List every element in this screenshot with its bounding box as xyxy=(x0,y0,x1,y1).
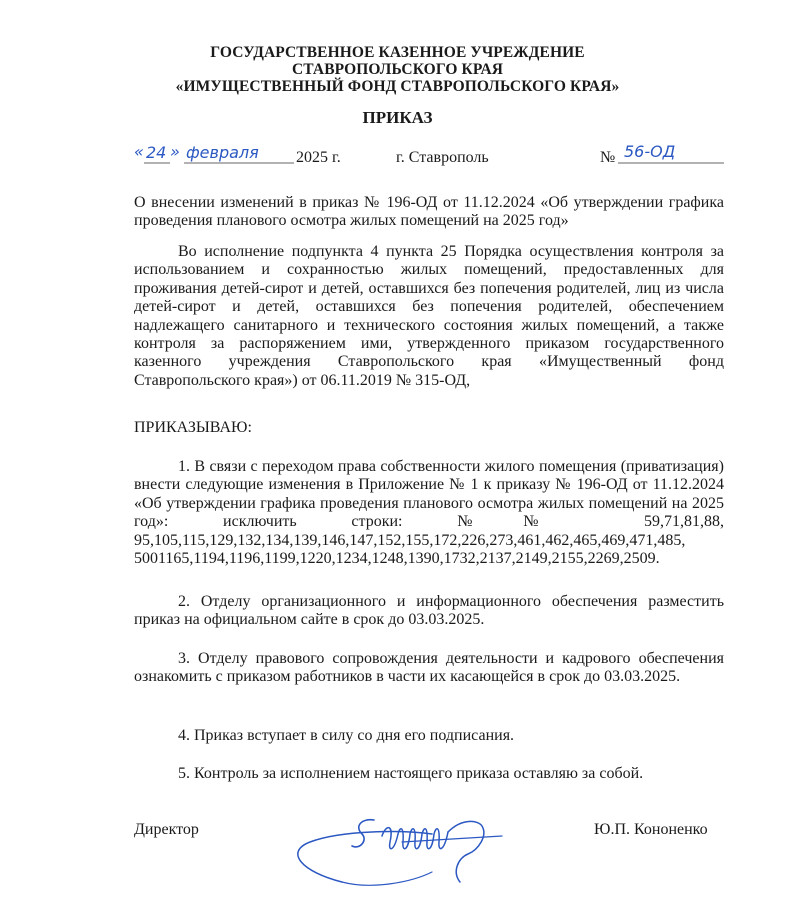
date-underlines xyxy=(134,140,724,170)
order-word: ПРИКАЗЫВАЮ: xyxy=(134,419,252,436)
order-item-3: 3. Отделу правового сопровождения деятельности и кадрового обеспечения ознакомить с приказом работников в части их касающейся в срок до 03.03.2025. xyxy=(134,650,724,686)
org-name-line3: «ИМУЩЕСТВЕННЫЙ ФОНД СТАВРОПОЛЬСКОГО КРАЯ» xyxy=(175,78,620,95)
date-day: 24 xyxy=(146,143,167,162)
signatory-name: Ю.П. Кононенко xyxy=(594,821,708,838)
organization-header xyxy=(0,44,795,95)
order-number: 56-ОД xyxy=(624,142,676,161)
date-year: 2025 г. xyxy=(296,149,341,166)
date-close-quote: » xyxy=(170,142,180,161)
order-item-1: 1. В связи с переходом права собственности жилого помещения (приватизация) внести следующие изменения в Приложение № 1 к приказу № 196-ОД от 11.12.2024 «Об утверждении графика проведения планового осмотра жилых помещений на 2025 год»: исключить строки: №№ 59,71,81,88, 95,105,115,129,132,134,139,146,147,152,155,172,226,273,461,462,465,469,471,485, 5001165,1194,1196,1199,1220,1234,1248,1390,1732,2137,2149,2155,2269,2509. xyxy=(134,458,724,568)
handwritten-signature xyxy=(282,812,512,902)
document-title: ПРИКАЗ xyxy=(362,108,433,127)
order-item-4: 4. Приказ вступает в силу со дня его подписания. xyxy=(178,727,515,744)
org-name-line2: СТАВРОПОЛЬСКОГО КРАЯ xyxy=(291,61,504,78)
preamble-paragraph: Во исполнение подпункта 4 пункта 25 Порядка осуществления контроля за использованием и сохранностью жилых помещений, предоставленных для проживания детей-сирот и детей, оставшихся без попечения родителей, лиц из числа детей-сирот и детей, оставшихся без попечения родителей, обеспечением надлежащего санитарного и технического состояния жилых помещений, а также контроля за распоряжением ими, утвержденного приказом государственного казенного учреждения Ставропольского края «Имущественный фонд Ставропольского края») от 06.11.2019 № 315-ОД, xyxy=(134,243,724,389)
subject-paragraph: О внесении изменений в приказ № 196-ОД от 11.12.2024 «Об утверждении графика проведения планового осмотра жилых помещений на 2025 год» xyxy=(134,194,724,230)
signatory-position: Директор xyxy=(134,821,199,838)
city: г. Ставрополь xyxy=(396,149,489,166)
date-month: февраля xyxy=(186,143,259,162)
number-label: № xyxy=(600,149,616,166)
order-item-5: 5. Контроль за исполнением настоящего приказа оставляю за собой. xyxy=(178,765,644,782)
date-number-line xyxy=(134,140,724,170)
date-open-quote: « xyxy=(134,142,144,161)
org-name-line1: ГОСУДАРСТВЕННОЕ КАЗЕННОЕ УЧРЕЖДЕНИЕ xyxy=(210,44,585,61)
order-item-2: 2. Отделу организационного и информационного обеспечения разместить приказ на официальном сайте в срок до 03.03.2025. xyxy=(134,593,724,629)
